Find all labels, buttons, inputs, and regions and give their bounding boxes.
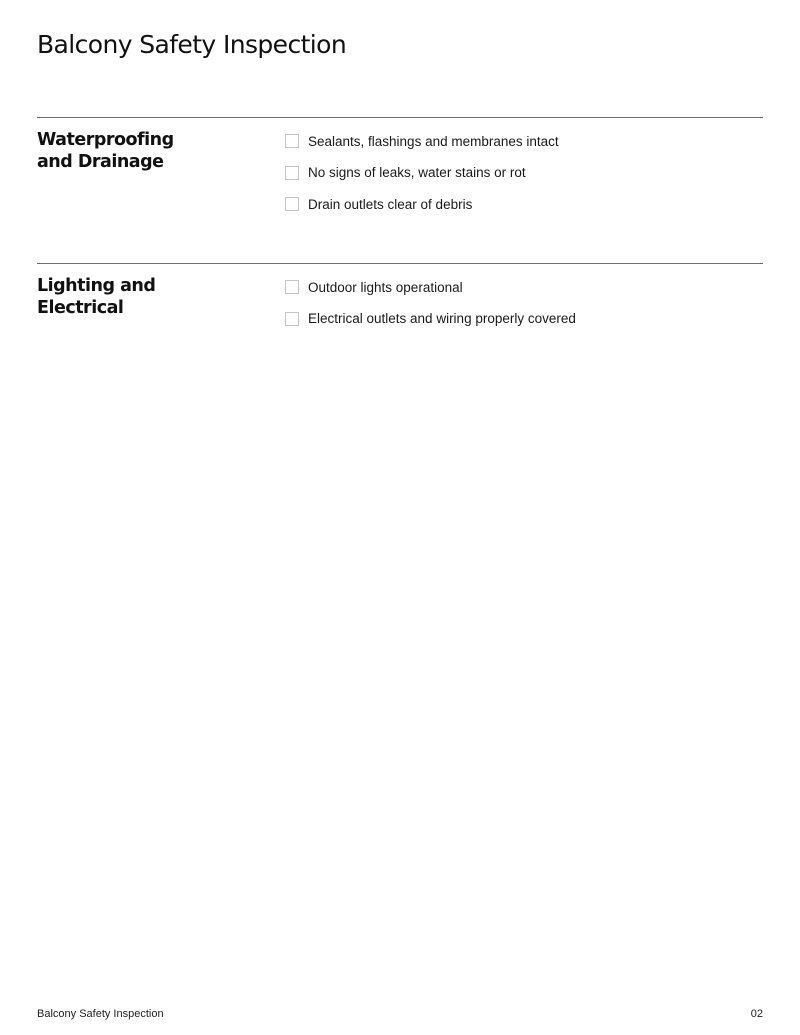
footer-page-number: 02: [750, 1008, 763, 1020]
checklist: [285, 131, 559, 226]
section-title: [37, 129, 237, 173]
section-title: [37, 275, 237, 319]
section-title-line: Electrical: [37, 298, 124, 318]
checklist-item[interactable]: [285, 131, 559, 151]
checkbox[interactable]: [285, 197, 299, 211]
checklist-item[interactable]: [285, 309, 576, 329]
checklist-item-label: Sealants, flashings and membranes intact: [308, 133, 559, 149]
page-title: Balcony Safety Inspection: [37, 30, 347, 59]
checklist-item-label: Drain outlets clear of debris: [308, 196, 473, 212]
checkbox[interactable]: [285, 312, 299, 326]
section-title-line: Lighting and: [37, 276, 156, 296]
section-lighting-electrical: [37, 263, 763, 326]
checklist: [285, 277, 576, 340]
checklist-item[interactable]: [285, 194, 559, 214]
section-waterproofing-drainage: [37, 117, 763, 212]
checkbox[interactable]: [285, 166, 299, 180]
checklist-item-label: Outdoor lights operational: [308, 279, 463, 295]
checklist-item-label: No signs of leaks, water stains or rot: [308, 165, 526, 180]
checklist-item[interactable]: [285, 163, 559, 183]
checklist-item[interactable]: [285, 277, 576, 297]
footer-document-name: Balcony Safety Inspection: [37, 1008, 164, 1020]
section-title-line: Waterproofing: [37, 130, 174, 150]
checkbox[interactable]: [285, 134, 299, 148]
checklist-item-label: Electrical outlets and wiring properly covered: [308, 311, 576, 326]
checkbox[interactable]: [285, 280, 299, 294]
section-title-line: and Drainage: [37, 152, 164, 172]
